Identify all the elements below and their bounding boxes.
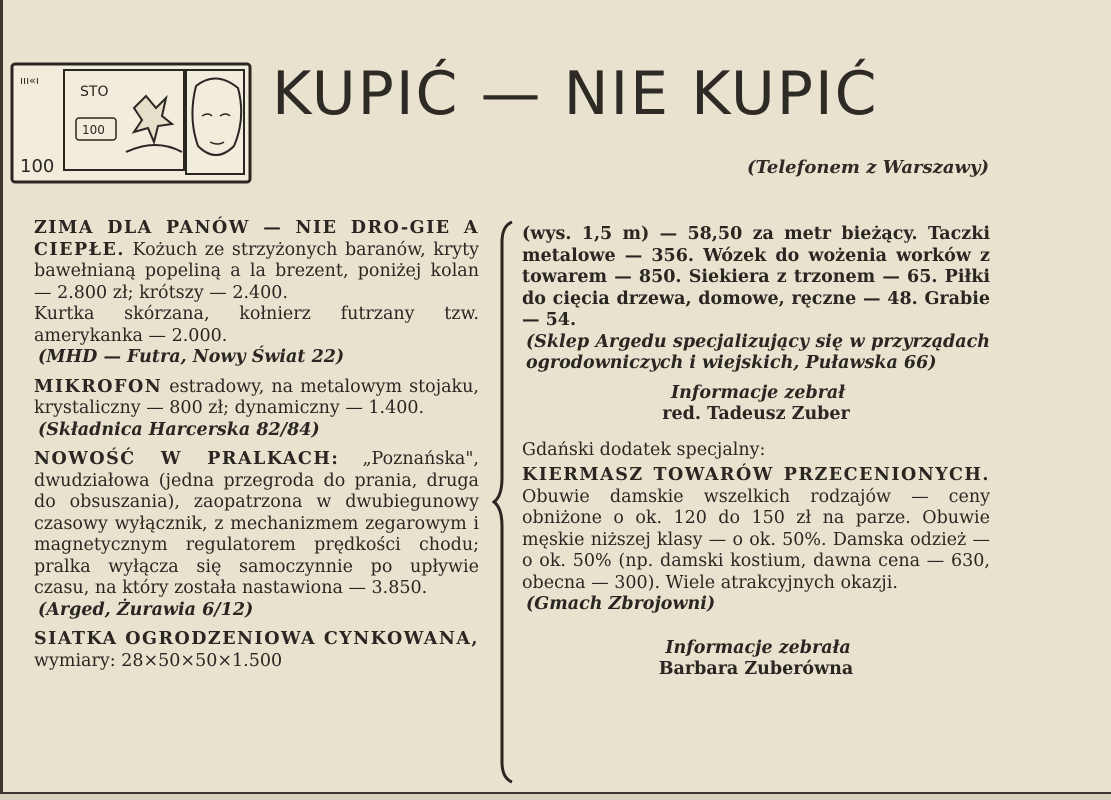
article-heading: SIATKA OGRODZENIOWA CYNKOWANA, (34, 629, 479, 649)
column-brace-divider (492, 218, 518, 786)
credit-author: Barbara Zuberówna (658, 659, 854, 679)
article-body: Kożuch ze strzyżonych baranów, kryty bawełnianą popeliną a la brezent, poniżej kolan — 2.800 zł; krótszy — 2.400. (34, 239, 479, 303)
right-column (522, 224, 990, 681)
section-intro: Gdański dodatek specjalny: (522, 439, 766, 460)
stamp-100-small: 100 (82, 123, 105, 137)
article-microphone (34, 377, 479, 442)
page-edge (0, 0, 3, 800)
stamp-100-big: 100 (20, 156, 55, 177)
article-source: (Składnica Harcerska 82/84) (38, 419, 320, 440)
article-body: Obuwie damskie wszelkich rodzajów — ceny obniżone o ok. 120 do 150 zł na parze. Obuwie męskie niższej klasy — o ok. 50%. Damska odzież — o ok. 50% (np. damski kostium, dawna cena — 630, obecna — 300). Wiele atrakcyjnych okazji. (522, 486, 990, 593)
article-fence-mesh-continued (522, 224, 990, 375)
article-discount-fair (522, 465, 990, 616)
article-source: (Gmach Zbrojowni) (526, 594, 716, 614)
article-washing-machine (34, 449, 479, 621)
article-source: (Arged, Żurawia 6/12) (38, 599, 254, 620)
article-body: „Poznańska", dwudziałowa (jedna przegroda do prania, druga do obsuszania), zaopatrzona w dwubiegunowy czasowy wyłącznik, z mechanizmem zegarowym i magnetycznym regulatorem prędkości chodu; pralka wyłącza się samoczynnie po upływie czasu, na który została nastawiona — 3.850. (34, 449, 479, 598)
article-source: (MHD — Futra, Nowy Świat 22) (38, 347, 345, 367)
credit-author: red. Tadeusz Zuber (662, 404, 850, 424)
stamp-sto-label: STO (80, 84, 109, 100)
article-winter-coats (34, 218, 479, 369)
article-body: wymiary: 28×50×50×1.500 (34, 650, 283, 671)
article-heading: KIERMASZ TOWARÓW PRZECENIONYCH. (522, 465, 990, 485)
banknote-illustration (6, 56, 256, 188)
article-heading: ZIMA DLA PANÓW — NIE DRO-GIE A CIEPŁE. (34, 218, 479, 260)
article-body: Kurtka skórzana, kołnierz futrzany tzw. amerykanka — 2.000. (34, 304, 479, 346)
credit-label: Informacje zebrał (670, 382, 845, 403)
page-bottom-edge (0, 792, 1111, 800)
stamp-marks: ııı«ı (20, 74, 39, 87)
credit-label: Informacje zebrała (665, 637, 851, 658)
article-body: (wys. 1,5 m) — 58,50 za metr bieżący. Taczki metalowe — 356. Wózek do wożenia worków z towarem — 850. Siekiera z trzonem — 65. Piłki do cięcia drzewa, domowe, ręczne — 48. Grabie — 54. (522, 224, 990, 330)
article-heading: NOWOŚĆ W PRALKACH: (34, 449, 340, 469)
article-source: (Sklep Argedu specjalizujący się w przyrządach ogrodowniczych i wiejskich, Puławska 66) (526, 331, 990, 373)
article-fence-mesh (34, 629, 479, 672)
page-title: KUPIĆ — NIE KUPIĆ (272, 59, 879, 129)
left-column (34, 218, 479, 680)
page-subtitle: (Telefonem z Warszawy) (747, 157, 989, 178)
article-heading: MIKROFON (34, 376, 163, 397)
article-body: estradowy, na metalowym stojaku, krystaliczny — 800 zł; dynamiczny — 1.400. (34, 376, 479, 418)
